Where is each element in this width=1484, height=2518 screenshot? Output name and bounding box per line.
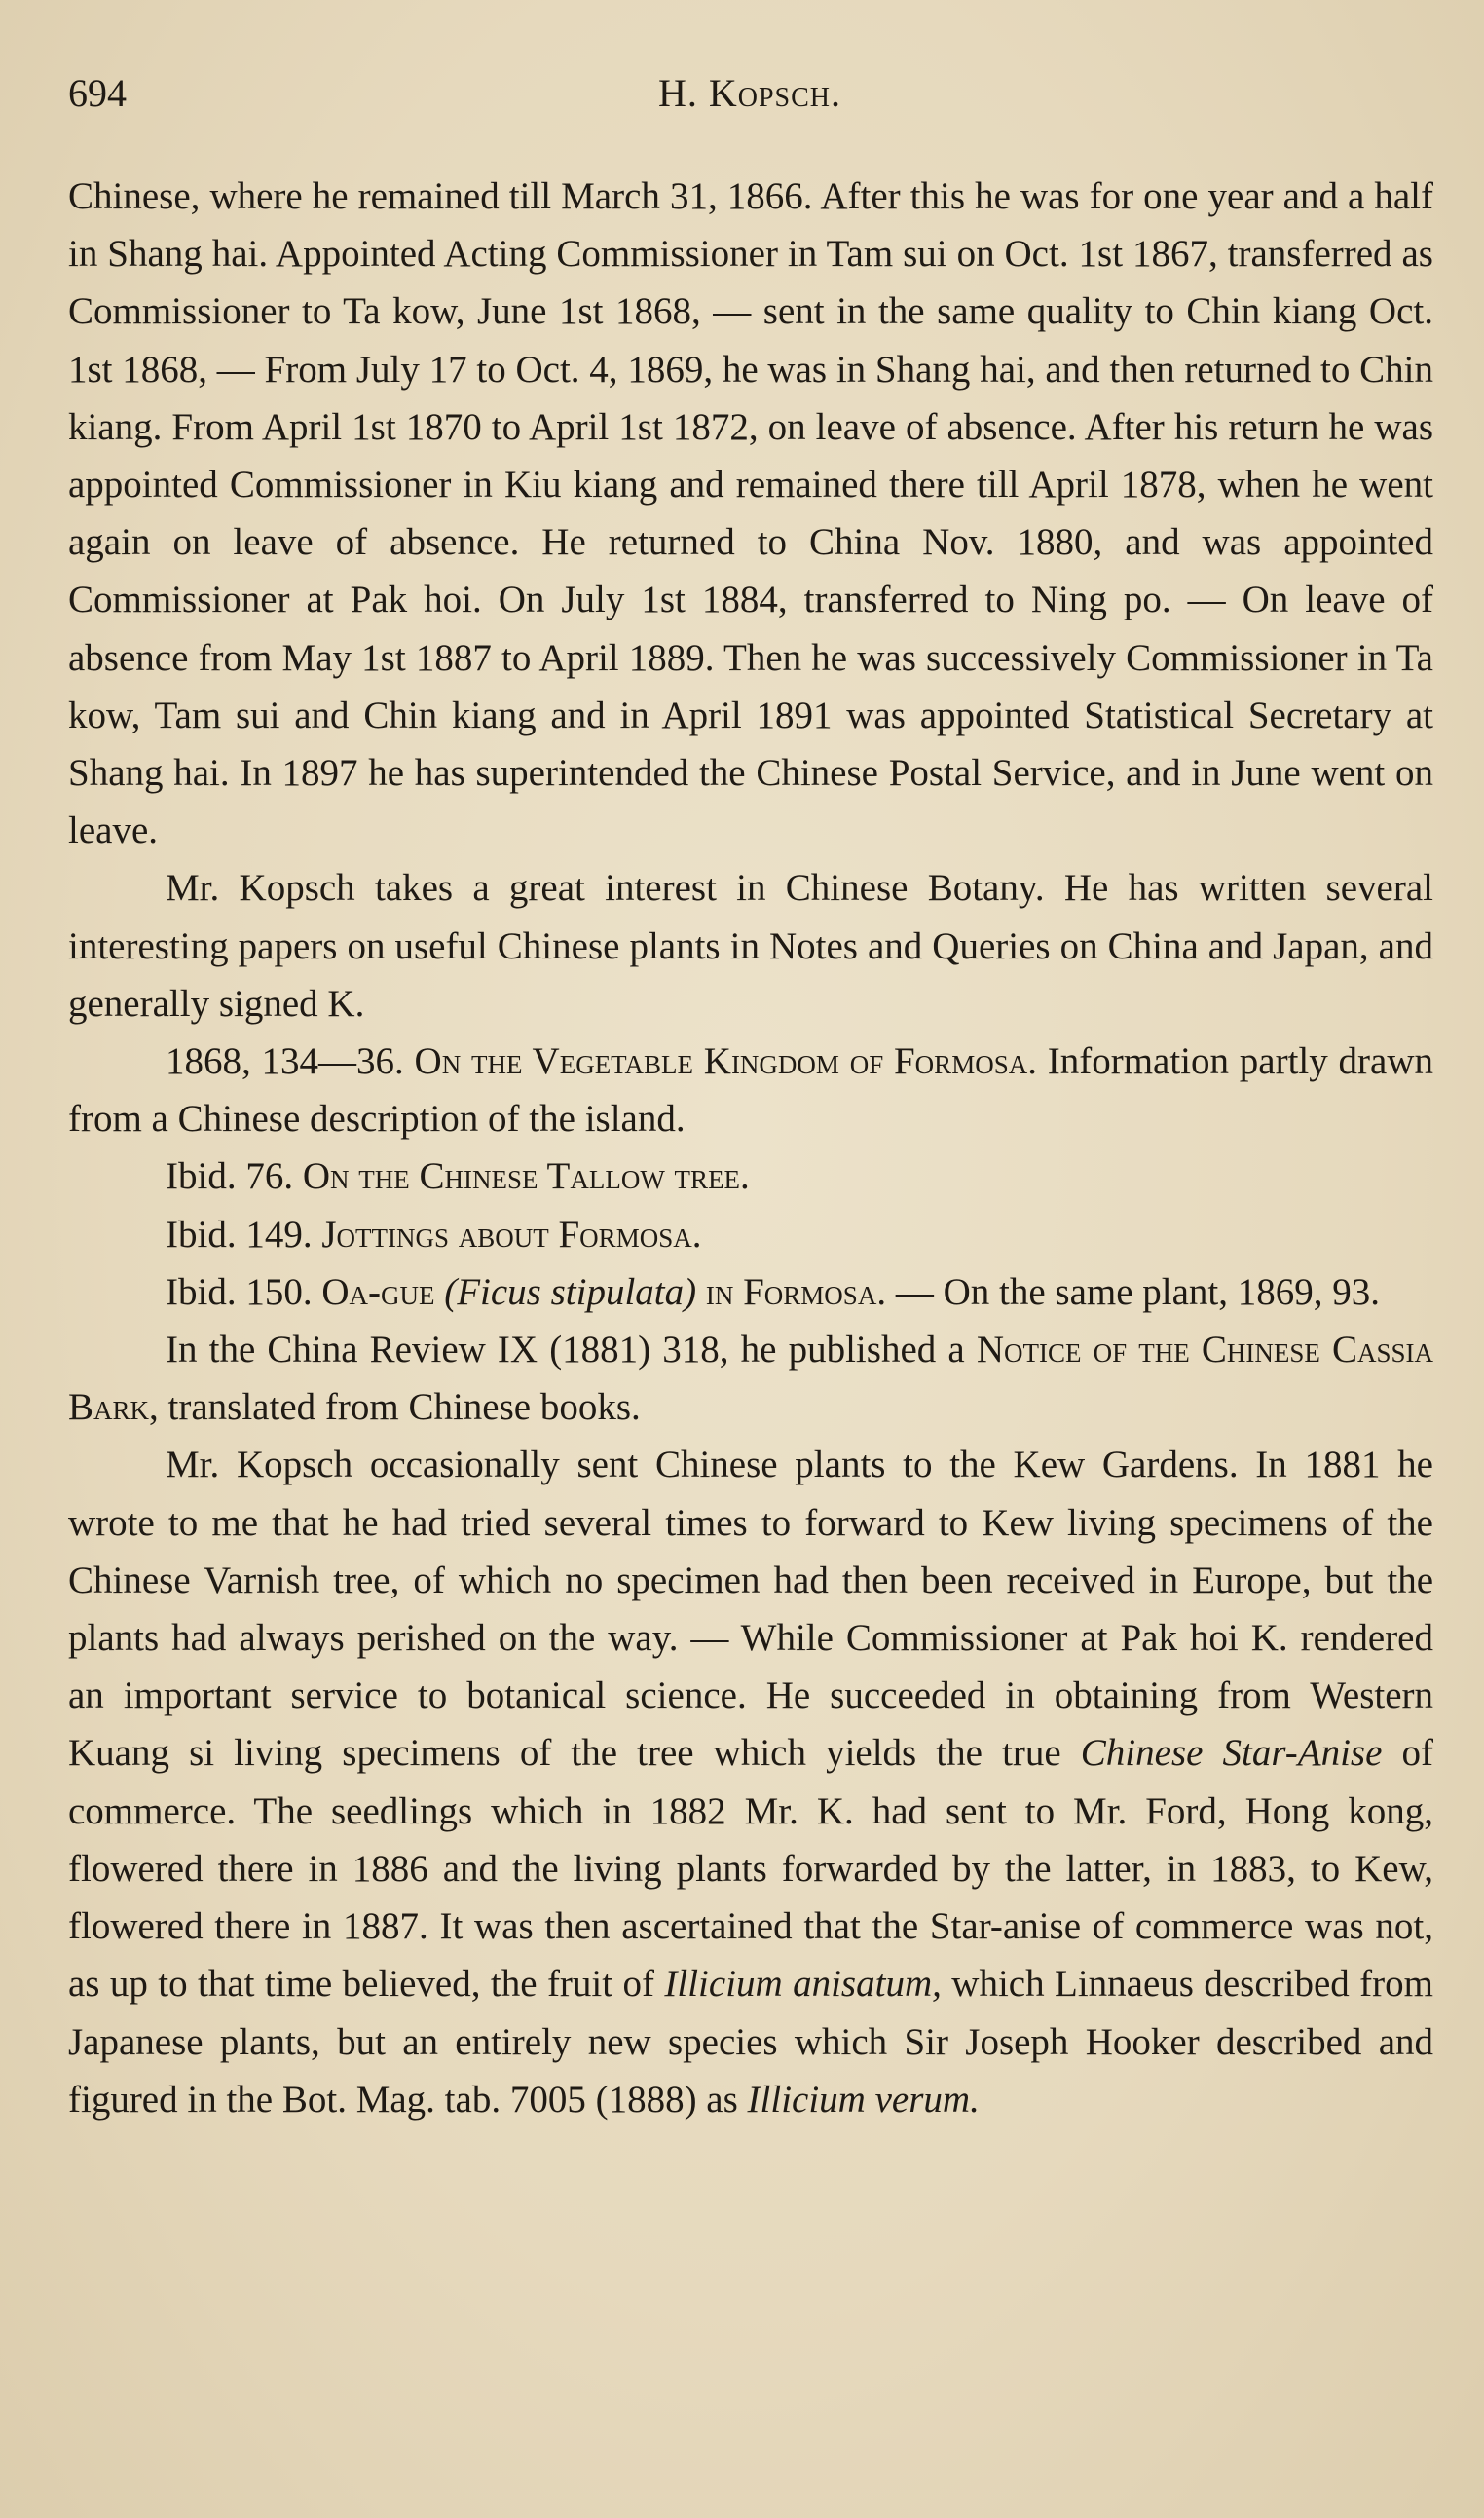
text-segment: Mr. Kopsch occasionally sent Chinese plants to the Kew Gardens. In 1881 he wrote to me that he had tried several times to forward to Kew living specimens of the Chinese Varnish tree, of which no specimen had then been received in Europe, but the plants had always perished on the way. — While Commissioner at Pak hoi K. rendered an important service to botanical science. He succeeded in obtaining from Western Kuang si living specimens of the tree which yields the true bbox=[68, 1444, 1433, 1775]
text-segment: On the Chinese Tallow tree. bbox=[302, 1155, 750, 1198]
body-text bbox=[68, 168, 1433, 2128]
text-segment: In the China Review IX (1881) 318, he published a bbox=[166, 1329, 977, 1372]
text-segment: which Linnaeus described from Japanese plants, but an entirely new species which Sir Joseph Hooker described and figured in the Bot. Mag. tab. 7005 (1888) as bbox=[68, 1963, 1433, 2121]
text-segment: Notice of the Chinese Cassia Bark, bbox=[68, 1329, 1433, 1429]
text-segment: — On the same plant, 1869, 93. bbox=[886, 1270, 1381, 1313]
text-segment: translated from Chinese books. bbox=[158, 1386, 641, 1429]
text-segment: (Ficus stipulata) bbox=[434, 1270, 706, 1313]
text-segment: On the Vegetable Kingdom of Formosa. bbox=[414, 1040, 1037, 1083]
paragraph-p2 bbox=[68, 859, 1433, 1033]
paragraph-p4 bbox=[68, 1147, 1433, 1205]
paragraph-p6 bbox=[68, 1263, 1433, 1321]
running-head-initial: H. K bbox=[657, 71, 738, 115]
paragraph-p7 bbox=[68, 1321, 1433, 1436]
text-segment: in Formosa. bbox=[705, 1270, 887, 1313]
paragraph-p8 bbox=[68, 1436, 1433, 2127]
text-segment: Information partly drawn from a Chinese description of the island. bbox=[68, 1040, 1433, 1141]
text-segment: Ibid. 149. bbox=[166, 1213, 322, 1256]
running-head-rest: opsch. bbox=[737, 71, 842, 115]
text-segment: 1868, 134—36. bbox=[166, 1040, 415, 1083]
text-segment: Illicium anisatum, bbox=[664, 1963, 942, 2006]
text-segment: Mr. Kopsch takes a great interest in Chinese Botany. He has written several interesting papers on useful Chinese plants in Notes and Queries on China and Japan, and generally signed K. bbox=[68, 867, 1433, 1025]
text-segment: Ibid. 150. bbox=[166, 1270, 322, 1313]
text-segment: Jottings about Formosa. bbox=[321, 1213, 702, 1256]
text-segment: Ibid. 76. bbox=[166, 1155, 303, 1198]
text-segment: Chinese, where he remained till March 31, 1866. After this he was for one year and a half in Shang hai. Appointed Acting Commissioner in Tam sui on Oct. 1st 1867, transferred as Commissioner to Ta kow, June 1st 1868, — sent in the same quality to Chin kiang Oct. 1st 1868, — From July 17 to Oct. 4, 1869, he was in Shang hai, and then returned to Chin kiang. From April 1st 1870 to April 1st 1872, on leave of absence. After his return he was appointed Commissioner in Kiu kiang and remained there till April 1878, when he went again on leave of absence. He returned to China Nov. 1880, and was appointed Commissioner at Pak hoi. On July 1st 1884, transferred to Ning po. — On leave of absence from May 1st 1887 to April 1889. Then he was successively Commissioner in Ta kow, Tam sui and Chin kiang and in April 1891 was appointed Statistical Secretary at Shang hai. In 1897 he has superintended the Chinese Postal Service, and in June went on leave. bbox=[68, 175, 1433, 852]
running-head bbox=[68, 70, 1431, 116]
page-header bbox=[68, 70, 1431, 129]
paragraph-p1 bbox=[68, 168, 1433, 859]
text-segment: of commerce. The seedlings which in 1882 Mr. K. had sent to Mr. Ford, Hong kong, flowered there in 1886 and the living plants forwarded by the latter, in 1883, to Kew, flowered there in 1887. It was then ascertained that the Star-anise of commerce was not, as up to that time believed, the fruit of bbox=[68, 1732, 1433, 2006]
paragraph-p5 bbox=[68, 1206, 1433, 1263]
text-segment: Oa-gue bbox=[321, 1270, 435, 1313]
text-segment: Chinese Star-Anise bbox=[1080, 1732, 1383, 1775]
text-segment: Illicium verum. bbox=[747, 2078, 980, 2121]
paragraph-p3 bbox=[68, 1033, 1433, 1147]
page-number: 694 bbox=[68, 71, 127, 115]
